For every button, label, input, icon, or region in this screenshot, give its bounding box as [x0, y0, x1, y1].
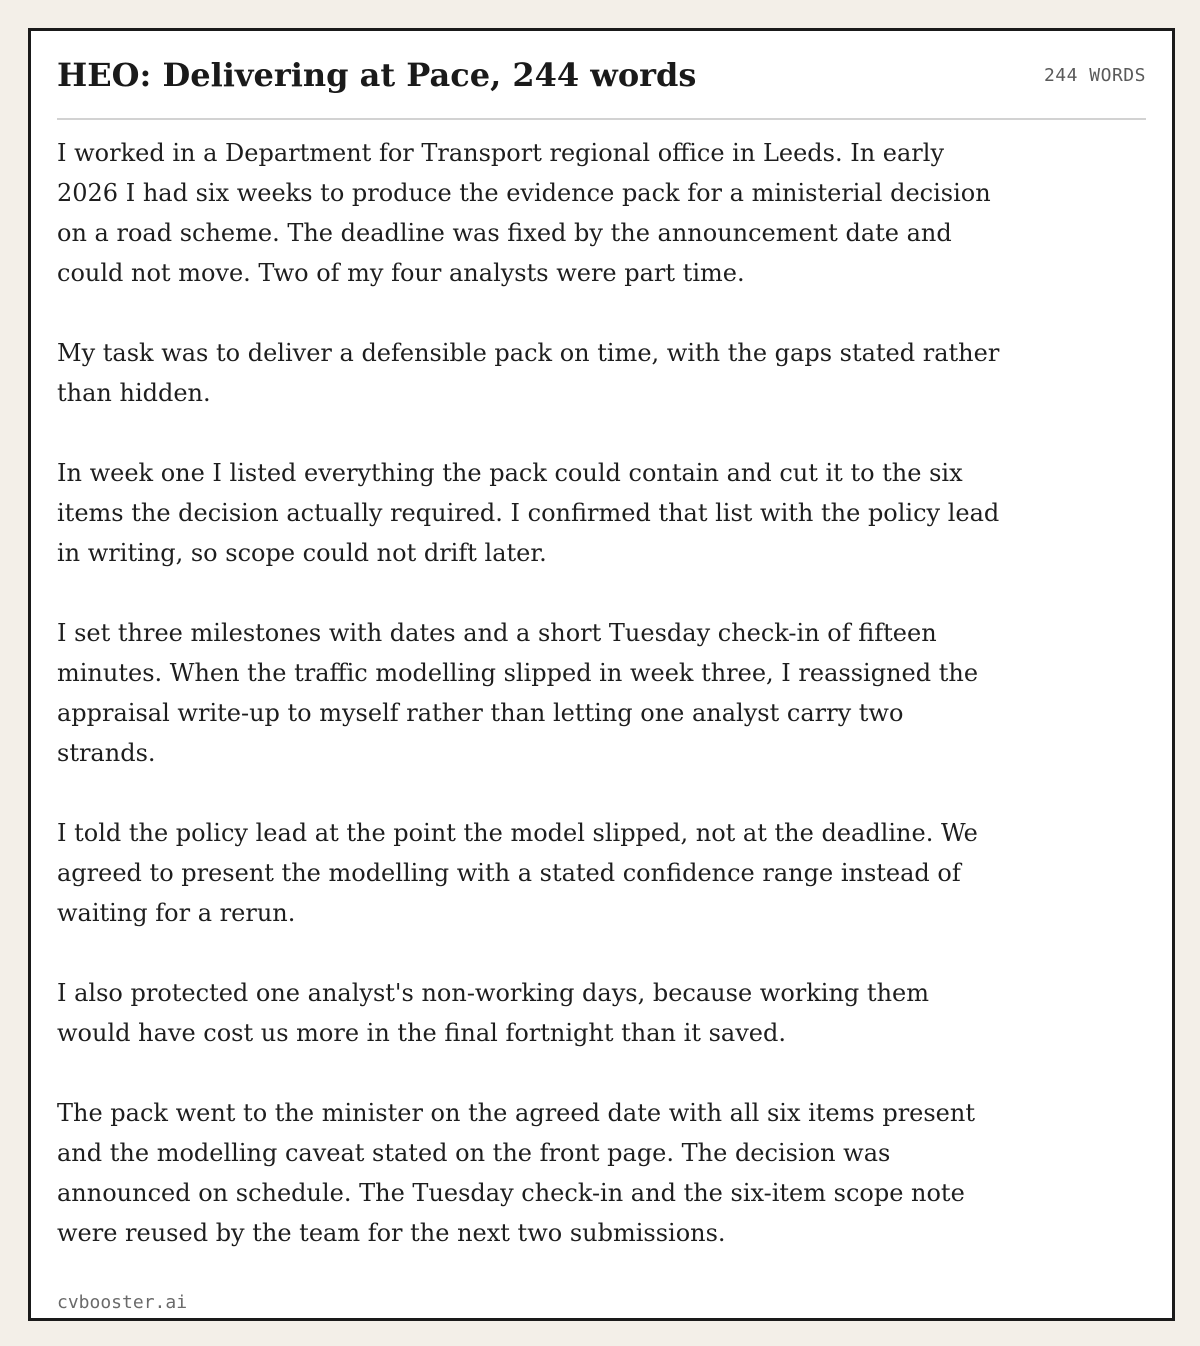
word-count-badge: 244 WORDS	[1043, 65, 1146, 86]
paragraph-action-scope: In week one I listed everything the pack could contain and cut it to the six items the decision actually required. I confirmed that list with the policy lead in writing, so scope could not drift later.	[57, 459, 1000, 567]
paragraph-action-wellbeing: I also protected one analyst's non-working days, because working them would have cost us more in the final fortnight than it saved.	[57, 979, 929, 1047]
paragraph-action-escalation: I told the policy lead at the point the model slipped, not at the deadline. We agreed to present the modelling with a stated confidence range instead of waiting for a rerun.	[57, 819, 978, 927]
footer-brand: cvbooster.ai	[57, 1292, 188, 1313]
paragraph-situation: I worked in a Department for Transport regional office in Leeds. In early 2026 I had six weeks to produce the evidence pack for a ministerial decision on a road scheme. The deadline was fixed by the announcement date and could not move. Two of my four analysts were part time.	[57, 139, 991, 287]
paragraph-task: My task was to deliver a defensible pack on time, with the gaps stated rather than hidden.	[57, 339, 1000, 407]
answer-body	[57, 133, 1007, 1253]
answer-card	[28, 28, 1175, 1321]
paragraph-action-milestones: I set three milestones with dates and a short Tuesday check-in of fifteen minutes. When the traffic modelling slipped in week three, I reassigned the appraisal write-up to myself rather than letting one analyst carry two strands.	[57, 619, 979, 767]
card-header	[57, 53, 1146, 120]
page-title: HEO: Delivering at Pace, 244 words	[57, 56, 697, 94]
paragraph-result: The pack went to the minister on the agreed date with all six items present and the modelling caveat stated on the front page. The decision was announced on schedule. The Tuesday check-in and the six-item scope note were reused by the team for the next two submissions.	[57, 1099, 975, 1247]
